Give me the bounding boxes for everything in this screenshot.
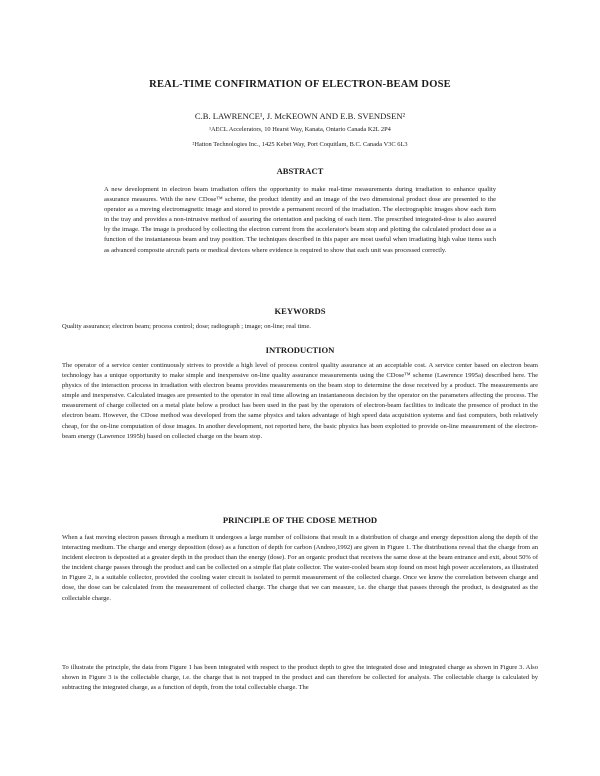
introduction-text: The operator of a service center continuously strives to provide a high level of process control quality assurance at an acceptable cost. A service center based on electron beam technology has a unique opportunity to make simple and inexpensive on-line quality assurance measurements using the CDose™ scheme (Lawrence 1995a) described here. The physics of the interaction process in irradiation with electron beams provides measurements on the beam stop to determine the dose received by a product. The measurements are simple and inexpensive. Calculated images are presented to the operator in real time allowing an instantaneous decision by the operator on the parameters affecting the process. The measurement of charge collected on a metal plate below a product has been used in the past by the operators of electron-beam facilities to indicate the presence of product in the electron beam. However, the CDose method was developed from the same physics and takes advantage of high speed data acquisition systems and fast computers, both relatively cheap, for the on-line computation of dose images. In another development, not reported here, the basic physics has been exploited to provide on-line measurement of the electron-beam energy (Lawrence 1995b) based on collected charge on the beam stop. (62, 362, 538, 440)
keywords-heading: KEYWORDS (274, 306, 326, 316)
abstract-text: A new development in electron beam irradiation offers the opportunity to make real-time measurements during irradiation to enhance quality assurance measures. With the new CDose™ scheme, the product identity and an image of the two dimensional product dose are presented to the operator as a moving electromagnetic image and stored to provide a permanent record of the irradiation. The electrographic images show each item in the tray and provides a non-intrusive method of assuring the orientation and packing of each item. The prescribed integrated-dose is also assured by the image. The image is produced by collecting the electron current from the accelerator's beam stop and plotting the calculated product dose as a function of the instantaneous beam and tray position. The techniques described in this paper are most useful when irradiating high value items such as advanced composite aircraft parts or medical devices where evidence is required to show that each unit was processed correctly. (104, 186, 496, 254)
principle-heading: PRINCIPLE OF THE CDOSE METHOD (222, 515, 378, 525)
author-list: C.B. LAWRENCE¹, J. McKEOWN AND E.B. SVENDSEN² (194, 111, 406, 121)
affiliation-2: ²Hatton Technologies Inc., 1425 Kebet Way, Port Coquitlam, B.C. Canada V3C 6L3 (192, 141, 408, 148)
keywords-text: Quality assurance; electron beam; process control; dose; radiograph ; image; on-line; real time. (62, 323, 311, 330)
paper-title: REAL-TIME CONFIRMATION OF ELECTRON-BEAM DOSE (149, 79, 451, 90)
introduction-heading: INTRODUCTION (265, 345, 335, 355)
principle-paragraph-2: To illustrate the principle, the data from Figure 1 has been integrated with respect to the product depth to give the integrated dose and integrated charge as shown in Figure 3. Also shown in Figure 3 is the collectable charge, i.e. the charge that is not trapped in the product and can therefore be collected for analysis. The collectable charge is calculated by subtracting the integrated charge, as a function of depth, from the total collectable charge. The (62, 664, 538, 692)
principle-paragraph-1: When a fast moving electron passes through a medium it undergoes a large number of collisions that result in a distribution of charge and energy deposition along the depth of the interacting medium. The charge and energy deposition (dose) as a function of depth for carbon (Andreo,1992) are given in Figure 1. The distributions reveal that the charge from an incident electron is deposited at a greater depth in the product than the energy (dose). For an organic product that receives the same dose at the beam entrance and exit, about 50% of the incident charge passes through the product and can be collected on a simple flat plate collector. The water-cooled beam stop found on most high power accelerators, as illustrated in Figure 2, is a suitable collector, provided the cooling water circuit is isolated to permit measurement of the collected charge. Once we know the correlation between charge and dose, the dose can be calculated from the measurement of collected charge. The charge that we can measure, i.e. the charge that passes through the product, is designated as the collectable charge. (62, 534, 538, 602)
abstract-heading: ABSTRACT (276, 166, 324, 176)
affiliation-1: ¹AECL Accelerators, 10 Hearst Way, Kanata, Ontario Canada K2L 2P4 (209, 126, 391, 133)
